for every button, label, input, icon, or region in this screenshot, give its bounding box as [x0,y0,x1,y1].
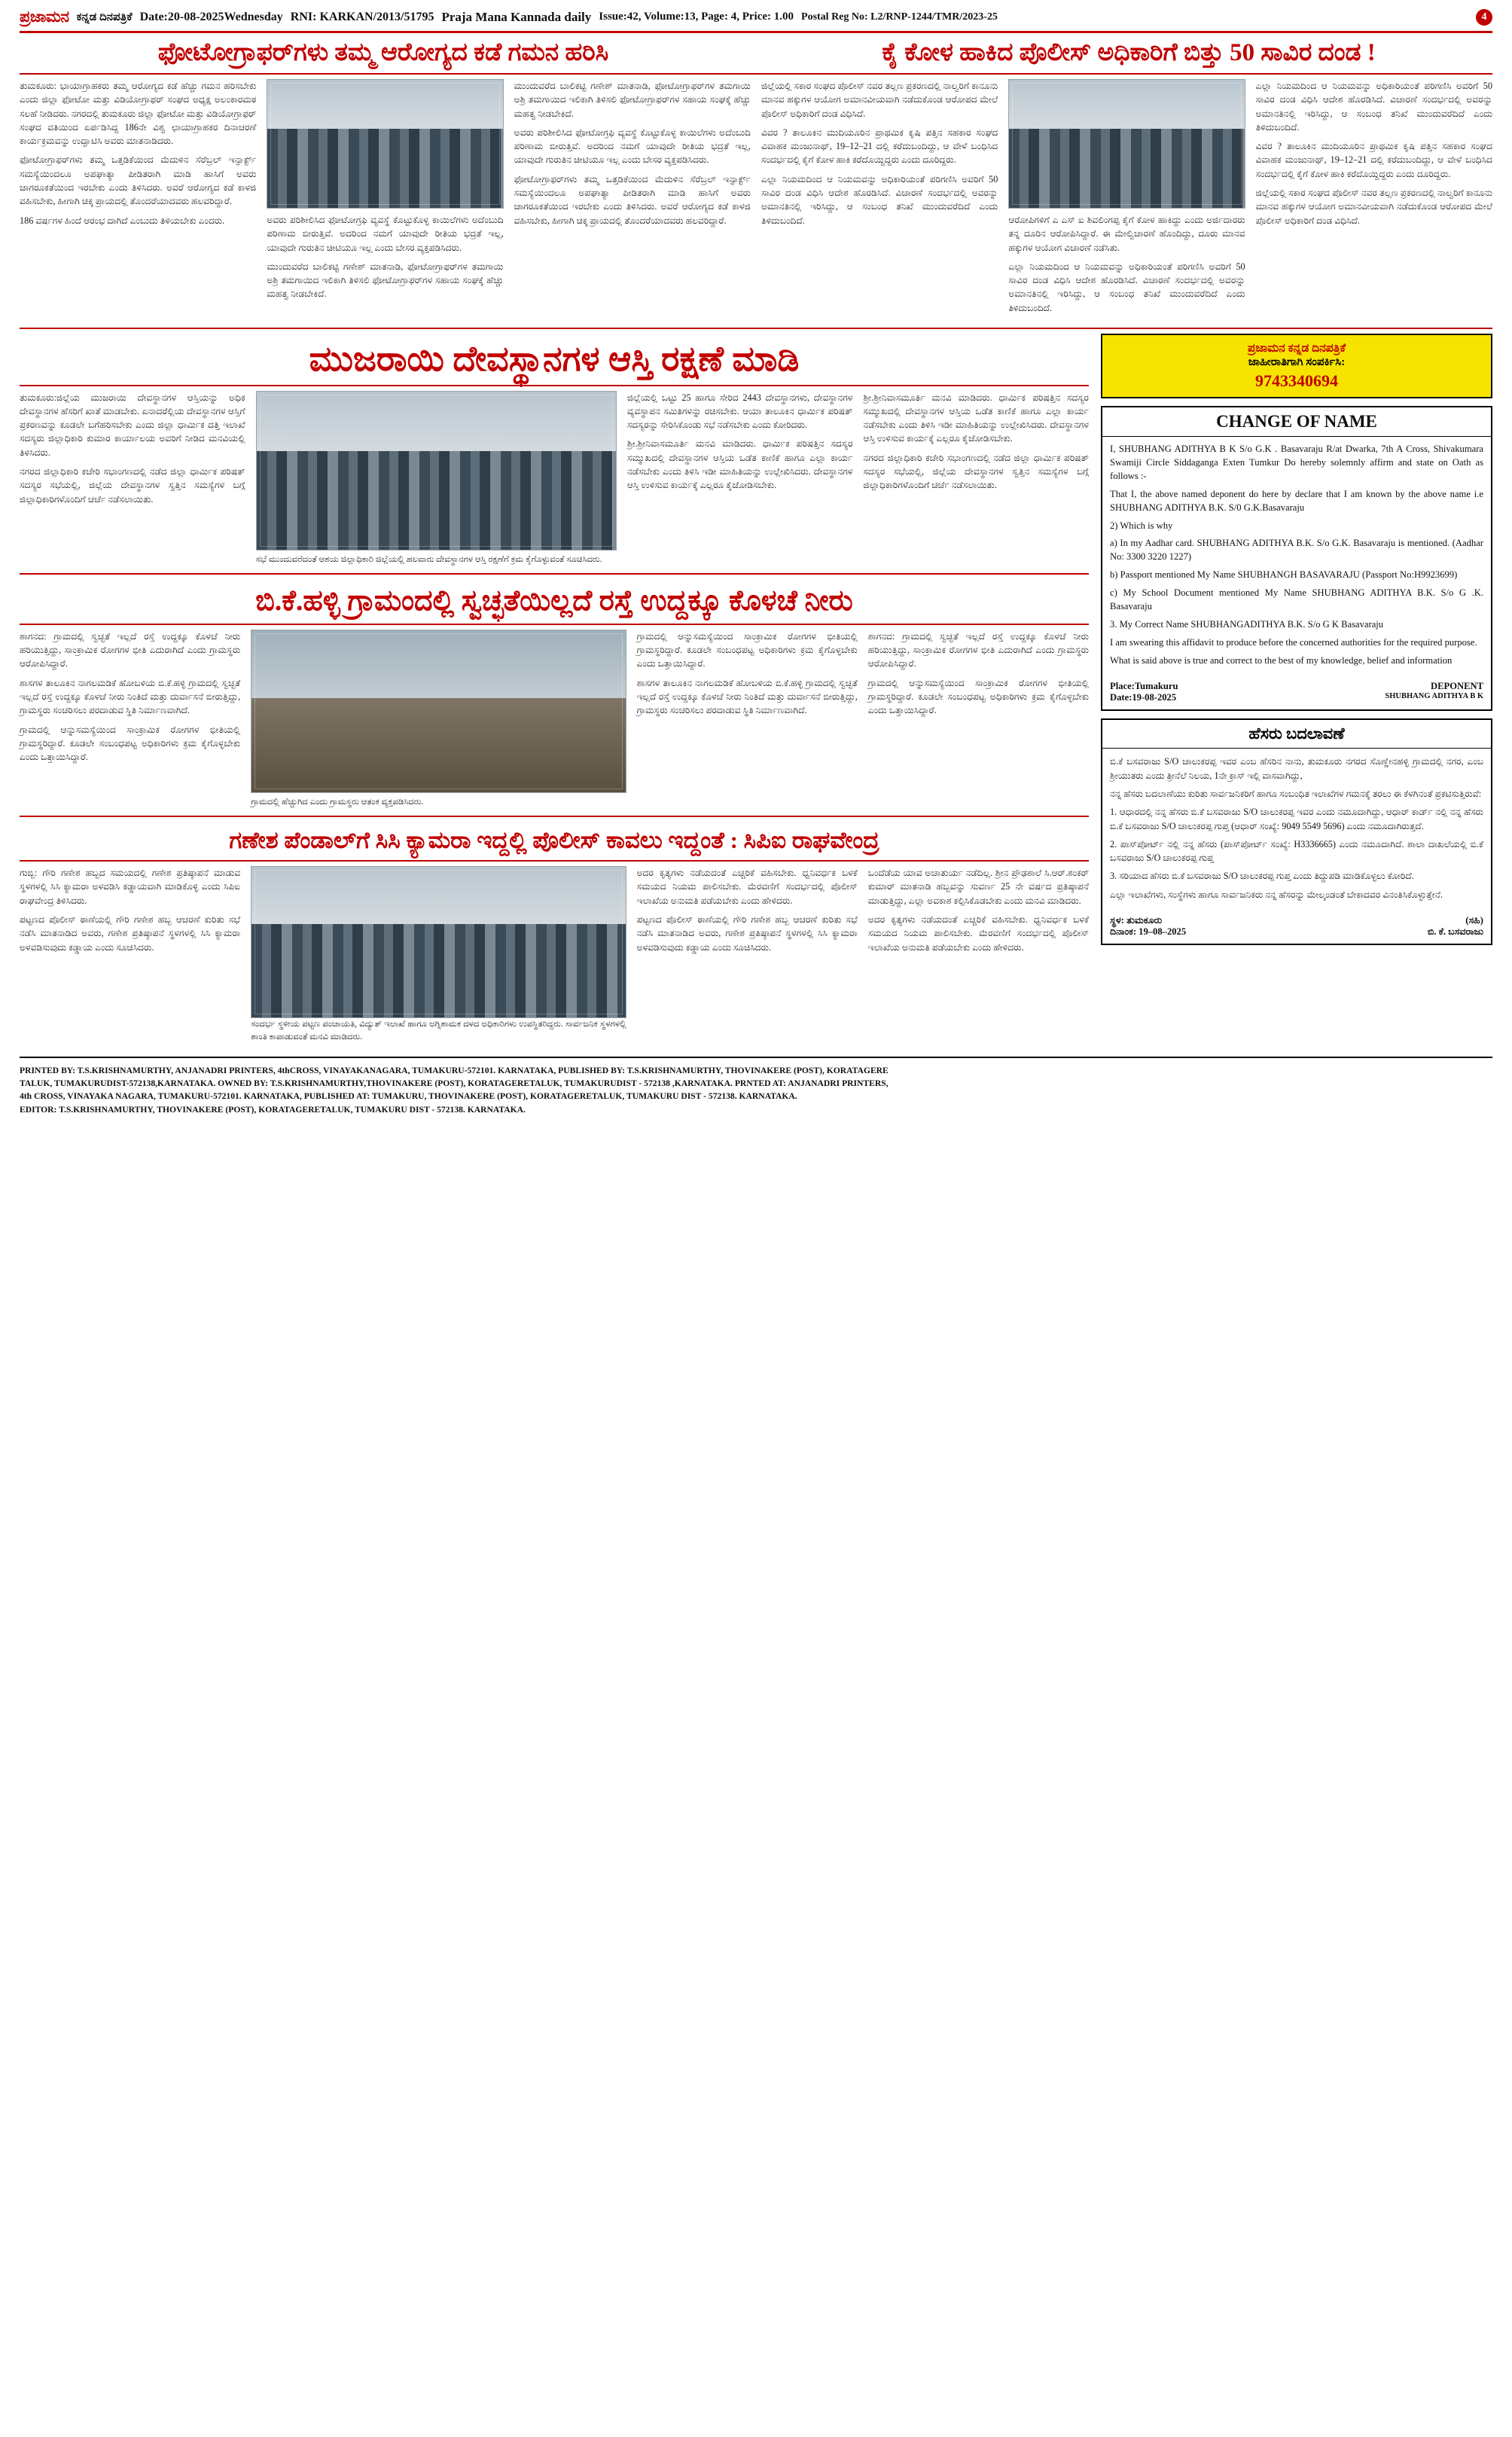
story4-para1: ಶಾಗನದ: ಗ್ರಾಮದಲ್ಲಿ ಸ್ವಚ್ಛತೆ ಇಲ್ಲದೆ ರಸ್ತೆ ಉದ್ದಕ್ಕೂ ಕೊಳಚೆ ನೀರು ಹರಿಯುತ್ತಿದ್ದು, ಸಾಂಕ್ರಾಮಿಕ ರೋಗಗಳ ಭೀತಿ ಎದುರಾಗಿದೆ ಎಂದು ಗ್ರಾಮಸ್ಥರು ಆರೋಪಿಸಿದ್ದಾರೆ. [20,630,241,669]
story4-para4: ಗ್ರಾಮದಲ್ಲಿ ಆನ್ನುಸಮಸ್ಯೆಯಿಂದ ಸಾಂಕ್ರಾಮಿಕ ರೋಗಗಳ ಭೀತಿಯಲ್ಲಿ ಗ್ರಾಮಸ್ಥರಿದ್ದಾರೆ. ಕೂಡಲೇ ಸಂಬಂಧಪಟ್ಟ ಅಧಿಕಾರಿಗಳು ಕ್ರಮ ಕೈಗೊಳ್ಳಬೇಕು ಎಂದು ಒತ್ತಾಯಿಸಿದ್ದಾರೆ. [636,630,858,669]
masthead-postal-reg: Postal Reg No: L2/RNP-1244/TMR/2023-25 [801,11,998,23]
story1-col2 [267,79,503,320]
change-of-name-body [1102,437,1491,678]
story3-para1: ತುಮಕೂರು:ಜಿಲ್ಲೆಯ ಮುಜರಾಯಿ ದೇವಸ್ಥಾನಗಳ ಆಸ್ತಿಯನ್ನು ಅಧಿಕ ದೇವಸ್ಥಾನಗಳ ಹೆಸರಿಗೆ ಖಾತೆ ಮಾಡಬೇಕು. ಏನಾದರೆಲ್ಲಿಯ ದೇವಸ್ಥಾನಗಳ ಆಸ್ತಿಗೆ ಪ್ರಕರಣವನ್ನು ಕೂಡಲೇ ಬಗೆಹರಿಸಬೇಕು ಎಂದು ಜಿಲ್ಲಾ ಧಾರ್ಮಿಕ ದತ್ತಿ ಇಲಾಖೆ ಸದಸ್ಯರು ಜಿಲ್ಲಾಧಿಕಾರಿ ಕುಮಾರ ಕಾರ್ಯಾಲಯ ಅವರಿಗೆ ನೀಡಿದ ಮನವಿಯಲ್ಲಿ ತಿಳಿಸಿದರು. [20,392,245,458]
change-of-name-title: CHANGE OF NAME [1102,407,1491,437]
name-change-kn-body [1102,749,1491,912]
story3-col1 [20,391,245,566]
name-change-kannada-notice [1101,718,1492,945]
page-footer [20,1057,1492,1127]
top-stories-columns [20,79,1492,320]
footer-line-2: TALUK, TUMAKURUDIST-572138,KARNATAKA. OWNED BY: T.S.KRISHNAMURTHY,THOVINAKERE (POST), KORATAGERETALUK, TUMAKURUDIST - 572138 ,KARNATAKA. PRNTED AT: ANJANADRI PRINTERS, [20,1078,889,1088]
nck-para-5: ಎಲ್ಲಾ ಇಲಾಖೆಗಳು, ಸಂಸ್ಥೆಗಳು ಹಾಗೂ ಸಾರ್ವಜನಿಕರು ನನ್ನ ಹೆಸರನ್ನು ಮೇಲ್ಕಂಡಂತೆ ಬೇಕಾದವರ ವಿನಂತಿಸಿಕೊಳ್ಳುತ್ತೇನೆ. [1110,889,1443,900]
story1-para8: ಫೋಟೋಗ್ರಾಫರ್‌ಗಳು ತಮ್ಮ ಒತ್ತಡಿಕೆಯಿಂದ ಮೆದುಳಿನ ಸೆರೆಬ್ರಲ್ ಇನ್ಫಾರ್ಕ್ಟ್ ಸಮಸ್ಯೆಯಿಂದಲೂ ಅಪಘಾತ್ಯಾ ಪೀಡಿತರಾಗಿ ಮಾಡಿ ಹಾಸಿಗೆ ಅವರು ಜಾಗರೂಕತೆಯಿಂದ ಇರಬೇಕು ಎಂದು ತಿಳಿಸಿದರು. ಅವರೆ ಆರೋಗ್ಯದ ಕಡೆ ಕಾಳಜಿ ವಹಿಸಬೇಕು, ಹೀಗಾಗಿ ಚಿಕ್ಕ ಪ್ರಾಯದಲ್ಲಿ ತೊಂದರೆಯಾದವರು ಹಲವರಿದ್ದಾರೆ. [514,173,751,226]
change-of-name-deponent-label: DEPONENT [1431,681,1483,692]
change-of-name-deponent-name: SHUBHANG ADITHYA B K [1385,692,1483,701]
nck-para-2: 1. ಆಧಾರದಲ್ಲಿ ನನ್ನ ಹೆಸರು ಬಿ.ಕೆ ಬಸವರಾಜು S/O ಚಾಲುಕರಪ್ಪ ಇವರ ಎಂದು ನಮೂದಾಗಿದ್ದು, ಆಧಾರ್ ಕಾರ್ಡ್ ನಲ್ಲಿ ನನ್ನ ಹೆಸರು ಬಿ.ಕೆ ಬಸವರಾಜು S/O ಚಾಲುಕರಪ್ಪ ಗುಪ್ತ (ಆಧಾರ್ ಸಂಖ್ಯೆ: 9049 5549 5696) ಎಂದು ನಮೂದಾಗಿರುತ್ತದೆ. [1110,807,1483,831]
masthead-logo: ಪ್ರಜಾಮನ [20,8,69,26]
story5-col3 [637,866,858,1048]
story4-col4 [868,630,1089,809]
story2-photo [1008,79,1245,209]
con-para-5: c) My School Document mentioned My Name SHUBHANG ADITHYA B.K. S/o G .K. Basavaraju [1110,587,1483,612]
story5-para5: ಒಂದೆಡೆಯ ಯಾವ ಅಚಾತುರ್ಯ ನಡೆದಿಲ್ಲ. ಶ್ರೀನ ಪ್ರೌಢಶಾಲೆ ಸಿ.ಆರ್.ಶಂಕರ್ ಕುಮಾರ್ ಮಾತನಾಡಿ ಹಬ್ಬವನ್ನು ಸುವರ್ಣ 25 ನೇ ವರ್ಷದ ಪ್ರತಿಷ್ಠಾಪನೆ ಮಾಡುತ್ತಿದ್ದು, ಎಲ್ಲಾ ಅವಕಾಶ ಕಲ್ಪಿಸಿಕೊಡಬೇಕು ಎಂದು ಮನವಿ ಮಾಡಿದರು. [867,868,1089,906]
story3-para2: ನಗರದ ಜಿಲ್ಲಾಧಿಕಾರಿ ಕಚೇರಿ ಸಭಾಂಗಣದಲ್ಲಿ ನಡೆದ ಜಿಲ್ಲಾ ಧಾರ್ಮಿಕ ಪರಿಷತ್ ಸದಸ್ಯರ ಸಭೆಯಲ್ಲಿ, ಜಿಲ್ಲೆಯ ದೇವಸ್ಥಾನಗಳ ಸ್ವತ್ತಿನ ಸಮಸ್ಯೆಗಳ ಬಗ್ಗೆ ಜಿಲ್ಲಾಧಿಕಾರಿಗಳೊಂದಿಗೆ ಚರ್ಚೆ ನಡೆಸಲಾಯಿತು. [20,466,245,505]
name-change-kn-date: ದಿನಾಂಕ: 19–08–2025 [1110,926,1187,938]
masthead [20,0,1492,33]
ad-line2: ಜಾಹೀರಾತಿಗಾಗಿ ಸಂಪರ್ಕಿಸಿ: [1248,356,1346,369]
story2-para2: ವಿವರ ? ತಾಲೂಕಿನ ಮುದಿಯೂರಿನ ಪ್ರಾಥಮಿಕ ಕೃಷಿ ಪತ್ತಿನ ಸಹಕಾರ ಸಂಘದ ವಿವಾಹಕ ಮಂಜುನಾಥ್, 19–12–21 ದಲ್ಲಿ ಕರೆದುಬಂದಿದ್ದು, ಆ ವೇಳೆ ಬಂಧಿಸಿದ ಸಂದರ್ಭದಲ್ಲಿ ಕೈಗೆ ಕೋಳ ಹಾಕಿ ಕರೆದೊಯ್ದಿದ್ದರು ಎಂದು ದೂರಿದ್ದರು. [761,127,998,166]
story1-col1 [20,79,256,320]
story1-para4: ಅವರು ಪರಿಶೀಲಿಸಿದ ಫೋಟೋಗ್ರಫಿ ವ್ಯವಸ್ಥೆ ಕೊಟ್ಟುಕೊಳ್ಳ ಕಾಯಿಲೆಗಳು ಅದೆಂಬುದಿ ಪರಿಣಾಮ ಬೀರುತ್ತಿವೆ. ಅದರಿಂದ ನಮಗೆ ಯಾವುದೇ ರೀತಿಯ ಭದ್ರತೆ ಇಲ್ಲ, ಯಾವುದೇ ಗುರುತಿನ ಚೀಟಿಯೂ ಇಲ್ಲ ಎಂದು ಬೇಸರ ವ್ಯಕ್ತಪಡಿಸಿದರು. [267,214,504,253]
story2-para5: ಎಲ್ಲಾ ನಿಯಮದಿಂದ ಆ ನಿಯಮವನ್ನು ಅಧಿಕಾರಿಯಂತೆ ಪರಿಗಣಿಸಿ ಅವರಿಗೆ 50 ಸಾವಿರ ದಂಡ ವಿಧಿಸಿ ಆದೇಶ ಹೊರಡಿಸಿದೆ. ವಿಚಾರಣೆ ಸಂದರ್ಭದಲ್ಲಿ ಅವರನ್ನು ಅಮಾನತಿನಲ್ಲಿ ಇರಿಸಿದ್ದು, ಆ ಸಂಬಂಧ ತನಿಖೆ ಮುಂದುವರೆದಿದೆ ಎಂದು ತಿಳಿದುಬಂದಿದೆ. [1008,261,1245,313]
story1-para1: ತುಮಕೂರು: ಭಾಯಾಗ್ರಾಹಕರು ತಮ್ಮ ಆರೋಗ್ಯದ ಕಡೆ ಹೆಚ್ಚು ಗಮನ ಹರಿಸಬೇಕು ಎಂದು ಜಿಲ್ಲಾ ಫೋಟೋ ಮತ್ತು ವಿಡಿಯೋಗ್ರಾಫರ್ ಸಂಘದ ಅಧ್ಯಕ್ಷ ಅಲಂಕಾರಮಠ ಸಲಹೆ ನೀಡಿದರು. ನಗರದಲ್ಲಿ ತುಮಕೂರು ಜಿಲ್ಲಾ ಫೋಟೋ ಮತ್ತು ವಿಡಿಯೋಗ್ರಾಫರ್ ಸಂಘದ ವತಿಯಿಂದ ಏರ್ಪಡಿಸಿದ್ದ 186ನೇ ವಿಶ್ವ ಛಾಯಾಗ್ರಾಹಕರ ದಿನಾಚರಣೆ ಕಾರ್ಯಕ್ರಮವನ್ನು ಉದ್ಘಾಟಿಸಿ ಅವರು ಮಾತನಾಡಿದರು. [20,80,257,147]
story5-col2 [251,866,626,1048]
story1-photo [267,79,503,209]
story4-para3: ಗ್ರಾಮದಲ್ಲಿ ಆನ್ನುಸಮಸ್ಯೆಯಿಂದ ಸಾಂಕ್ರಾಮಿಕ ರೋಗಗಳ ಭೀತಿಯಲ್ಲಿ ಗ್ರಾಮಸ್ಥರಿದ್ದಾರೆ. ಕೂಡಲೇ ಸಂಬಂಧಪಟ್ಟ ಅಧಿಕಾರಿಗಳು ಕ್ರಮ ಕೈಗೊಳ್ಳಬೇಕು ಎಂದು ಒತ್ತಾಯಿಸಿದ್ದಾರೆ. [20,724,241,763]
nck-para-0: ಬಿ.ಕೆ ಬಸವರಾಜು S/O ಚಾಲುಕರಪ್ಪ ಇವರ ಎಂಬ ಹೆಸರಿನ ನಾನು, ತುಮಕೂರು ನಗರದ ಸೊಣ್ಣೇನಹಳ್ಳಿ ಗ್ರಾಮದಲ್ಲಿ ನಗರ, ಎಂಬ ಶ್ರೀಯುತರು ಎಂದು ತ್ರೀನೆಲೆ ನಿಲಯ, 1ನೇ ಕ್ರಾಸ್ ಇಲ್ಲಿ ವಾಸವಾಗಿದ್ದು, [1110,756,1483,781]
footer-line-3: 4th CROSS, VINAYAKA NAGARA, TUMAKURU-572101. KARNATAKA, PUBLISHED AT: TUMAKURU, THOVINAKERE (POST), KORATAGERETALUK, TUMAKURU DIST - 572138. KARNATAKA. [20,1091,797,1102]
footer-line-1: PRINTED BY: T.S.KRISHNAMURTHY, ANJANADRI PRINTERS, 4thCROSS, VINAYAKANAGARA, TUMAKURU-572101. KARNATAKA, PUBLISHED BY: T.S.KRISHNAMURTHY, THOVINAKERE (POST), KORATAGERE [20,1065,889,1075]
story3-photo [256,391,617,551]
name-change-kn-signer-name: ಬಿ. ಕೆ. ಬಸವರಾಜು [1427,926,1483,938]
story5-para2: ಪಟ್ಟಣದ ಪೊಲೀಸ್ ಠಾಣೆಯಲ್ಲಿ ಗೌರಿ ಗಣೇಶ ಹಬ್ಬ ಆಚರಣೆ ಕುರಿತು ಸಭೆ ನಡೆಸಿ ಮಾತನಾಡಿದ ಅವರು, ಗಣೇಶ ಪ್ರತಿಷ್ಠಾಪನೆ ಸ್ಥಳಗಳಲ್ಲಿ ಸಿಸಿ ಕ್ಯಾಮರಾ ಅಳವಡಿಸುವುದು ಕಡ್ಡಾಯ ಎಂದು ಸೂಚಿಸಿದರು. [20,914,241,953]
story2-para3: ಎಲ್ಲಾ ನಿಯಮದಿಂದ ಆ ನಿಯಮವನ್ನು ಅಧಿಕಾರಿಯಂತೆ ಪರಿಗಣಿಸಿ ಅವರಿಗೆ 50 ಸಾವಿರ ದಂಡ ವಿಧಿಸಿ ಆದೇಶ ಹೊರಡಿಸಿದೆ. ವಿಚಾರಣೆ ಸಂದರ್ಭದಲ್ಲಿ ಅವರನ್ನು ಅಮಾನತಿನಲ್ಲಿ ಇರಿಸಿದ್ದು, ಆ ಸಂಬಂಧ ತನಿಖೆ ಮುಂದುವರೆದಿದೆ ಎಂದು ತಿಳಿದುಬಂದಿದೆ. [761,173,998,226]
story1-para6: ಮುಂದುವರೆದ ಬಾಲಿಕಟ್ಟಿ ಗಣೇಶ್ ಮಾತನಾಡಿ, ಫೋಟೋಗ್ರಾಫರ್‌ಗಳ ತಮಗಾಯಿ ಅಶ್ರಿ ತಮಗಾಯಿದ ಇಲಿಕಾಗಿ ತಿಳಿಸಲಿ ಫೋಟೋಗ್ರಾಫರ್‌ಗಳ ಸಹಾಯ ಸಂಘಕ್ಕೆ ಹೆಚ್ಚು ಮಹತ್ವ ನೀಡಬೇಕಿದೆ. [514,80,751,119]
con-para-7: I am swearing this affidavit to produce before the concerned authorities for the required purpose. [1110,636,1477,648]
story3-col3 [627,391,853,566]
story5-para3: ಅದರ ಕೃತ್ಯಗಳು ನಡೆಯದಂತೆ ಎಚ್ಚರಿಕೆ ವಹಿಸಬೇಕು. ಧ್ವನಿವರ್ಧಕ ಬಳಕೆ ಸಮಯದ ನಿಯಮ ಪಾಲಿಸಬೇಕು. ಮೆರವಣಿಗೆ ಸಂದರ್ಭದಲ್ಲಿ ಪೊಲೀಸ್ ಇಲಾಖೆಯ ಅನುಮತಿ ಪಡೆಯಬೇಕು ಎಂದು ಹೇಳಿದರು. [636,868,858,906]
story5-para1: ಗುಬ್ಬಿ: ಗೌರಿ ಗಣೇಶ ಹಬ್ಬದ ಸಮಯದಲ್ಲಿ ಗಣೇಶ ಪ್ರತಿಷ್ಠಾಪನೆ ಮಾಡುವ ಸ್ಥಳಗಳಲ್ಲಿ ಸಿಸಿ ಕ್ಯಾಮರಾ ಅಳವಡಿಸಿ ಕಡ್ಡಾಯವಾಗಿ ಮಾಡಿಕೊಳ್ಳಿ ಎಂದು ಸಿಪಿಐ ರಾಘವೇಂದ್ರ ತಿಳಿಸಿದರು. [20,868,241,906]
story4-para6: ಶಾಗನದ: ಗ್ರಾಮದಲ್ಲಿ ಸ್ವಚ್ಛತೆ ಇಲ್ಲದೆ ರಸ್ತೆ ಉದ್ದಕ್ಕೂ ಕೊಳಚೆ ನೀರು ಹರಿಯುತ್ತಿದ್ದು, ಸಾಂಕ್ರಾಮಿಕ ರೋಗಗಳ ಭೀತಿ ಎದುರಾಗಿದೆ ಎಂದು ಗ್ರಾಮಸ್ಥರು ಆರೋಪಿಸಿದ್ದಾರೆ. [867,630,1089,669]
ad-line1: ಪ್ರಜಾಮನ ಕನ್ನಡ ದಿನಪತ್ರಿಕೆ [1247,342,1346,355]
story5-para4: ಪಟ್ಟಣದ ಪೊಲೀಸ್ ಠಾಣೆಯಲ್ಲಿ ಗೌರಿ ಗಣೇಶ ಹಬ್ಬ ಆಚರಣೆ ಕುರಿತು ಸಭೆ ನಡೆಸಿ ಮಾತನಾಡಿದ ಅವರು, ಗಣೇಶ ಪ್ರತಿಷ್ಠಾಪನೆ ಸ್ಥಳಗಳಲ್ಲಿ ಸಿಸಿ ಕ್ಯಾಮರಾ ಅಳವಡಿಸುವುದು ಕಡ್ಡಾಯ ಎಂದು ಸೂಚಿಸಿದರು. [636,914,858,953]
story5-columns [20,866,1089,1048]
name-change-kn-place: ಸ್ಥಳ: ತುಮಕೂರು [1110,915,1163,926]
story5-col4 [868,866,1089,1048]
con-para-2: 2) Which is why [1110,520,1173,531]
story3-columns [20,391,1089,566]
story3-col4 [863,391,1089,566]
masthead-date: Date:20-08-2025Wednesday [139,10,283,23]
story2-col1 [761,79,998,320]
story1-col3 [514,79,751,320]
story2-para1: ಜಿಲ್ಲೆಯಲ್ಲಿ ಸಕಾರ ಸಂಘದ ಪೊಲೀಸ್ ನವರ ತಲ್ಲಣ ಪ್ರಕರಣದಲ್ಲಿ ನಾಲ್ವರಿಗೆ ಕಾನೂನು ಮಾನವ ಹಕ್ಕುಗಳ ಆಯೋಗ ಅಮಾನವೀಯವಾಗಿ ನಡೆದುಕೊಂಡ ಆರೋಪದ ಮೇಲೆ ಪೊಲೀಸ್ ಅಧಿಕಾರಿಗೆ ದಂಡ ವಿಧಿಸಿದೆ. [761,80,998,119]
masthead-rni: RNI: KARKAN/2013/51795 [290,10,434,23]
story1-para5: ಮುಂದುವರೆದ ಬಾಲಿಕಟ್ಟಿ ಗಣೇಶ್ ಮಾತನಾಡಿ, ಫೋಟೋಗ್ರಾಫರ್‌ಗಳ ತಮಗಾಯಿ ಅಶ್ರಿ ತಮಗಾಯಿದ ಇಲಿಕಾಗಿ ತಿಳಿಸಲಿ ಫೋಟೋಗ್ರಾಫರ್‌ಗಳ ಸಹಾಯ ಸಂಘಕ್ಕೆ ಹೆಚ್ಚು ಮಹತ್ವ ನೀಡಬೇಕಿದೆ. [267,261,504,300]
story3-para5: ಶ್ರೀ.ಶ್ರೀನಿವಾಸಮೂರ್ತಿ ಮನವಿ ಮಾಡಿದರು. ಧಾರ್ಮಿಕ ಪರಿಷತ್ತಿನ ಸದಸ್ಯರ ಸಮ್ಮುಖದಲ್ಲಿ ದೇವಸ್ಥಾನಗಳ ಆಸ್ತಿಯ ಒಡೆತ ಕಾಣಿಕೆ ಹಾಗೂ ಎಲ್ಲಾ ಕಾರ್ಯ ನಡೆಸಬೇಕು ಎಂದು ತಿಳಿಸಿ ಇಡೀ ಮಾಹಿತಿಯನ್ನು ಉಲ್ಲೇಖಿಸಿದರು. ದೇವಸ್ಥಾನಗಳ ಆಸ್ತಿ ಉಳಿಸುವ ಕಾರ್ಯಕ್ಕೆ ಎಲ್ಲರೂ ಕೈಜೋಡಿಸಬೇಕು. [863,392,1089,444]
change-of-name-place: Place:Tumakuru [1110,681,1178,692]
ad-phone-number[interactable]: 9743340694 [1255,371,1338,391]
story4-col2 [251,630,626,809]
story4-photo-caption: ಗ್ರಾಮದಲ್ಲಿ ಹೆಚ್ಚುಗಿದ ಎಂದು ಗ್ರಾಮಸ್ಥರು ಆತಂಕ ವ್ಯಕ್ತಪಡಿಸಿದರು. [251,797,424,807]
story4-col3 [637,630,858,809]
story2-para8: ಜಿಲ್ಲೆಯಲ್ಲಿ ಸಕಾರ ಸಂಘದ ಪೊಲೀಸ್ ನವರ ತಲ್ಲಣ ಪ್ರಕರಣದಲ್ಲಿ ನಾಲ್ವರಿಗೆ ಕಾನೂನು ಮಾನವ ಹಕ್ಕುಗಳ ಆಯೋಗ ಅಮಾನವೀಯವಾಗಿ ನಡೆದುಕೊಂಡ ಆರೋಪದ ಮೇಲೆ ಪೊಲೀಸ್ ಅಧಿಕಾರಿಗೆ ದಂಡ ವಿಧಿಸಿದೆ. [1255,188,1492,226]
page-number-badge: 4 [1476,9,1492,26]
story5-para6: ಅದರ ಕೃತ್ಯಗಳು ನಡೆಯದಂತೆ ಎಚ್ಚರಿಕೆ ವಹಿಸಬೇಕು. ಧ್ವನಿವರ್ಧಕ ಬಳಕೆ ಸಮಯದ ನಿಯಮ ಪಾಲಿಸಬೇಕು. ಮೆರವಣಿಗೆ ಸಂದರ್ಭದಲ್ಲಿ ಪೊಲೀಸ್ ಇಲಾಖೆಯ ಅನುಮತಿ ಪಡೆಯಬೇಕು ಎಂದು ಹೇಳಿದರು. [867,914,1089,953]
change-of-name-notice [1101,406,1492,711]
story1-para3: 186 ವರ್ಷಗಳ ಹಿಂದೆ ಆರಂಭ ದಾಗಿದೆ ಎಂಬುದು ತಿಳಿಯಬೇಕು ಎಂದರು. [20,215,225,226]
footer-line-4: EDITOR: T.S.KRISHNAMURTHY, THOVINAKERE (POST), KORATAGERETALUK, TUMAKURU DIST - 572138. KARNATAKA. [20,1104,526,1115]
masthead-title: Praja Mana Kannada daily [441,9,592,24]
story3-para4: ಶ್ರೀ.ಶ್ರೀನಿವಾಸಮೂರ್ತಿ ಮನವಿ ಮಾಡಿದರು. ಧಾರ್ಮಿಕ ಪರಿಷತ್ತಿನ ಸದಸ್ಯರ ಸಮ್ಮುಖದಲ್ಲಿ ದೇವಸ್ಥಾನಗಳ ಆಸ್ತಿಯ ಒಡೆತ ಕಾಣಿಕೆ ಹಾಗೂ ಎಲ್ಲಾ ಕಾರ್ಯ ನಡೆಸಬೇಕು ಎಂದು ತಿಳಿಸಿ ಇಡೀ ಮಾಹಿತಿಯನ್ನು ಉಲ್ಲೇಖಿಸಿದರು. ದೇವಸ್ಥಾನಗಳ ಆಸ್ತಿ ಉಳಿಸುವ ಕಾರ್ಯಕ್ಕೆ ಎಲ್ಲರೂ ಕೈಜೋಡಿಸಬೇಕು. [626,438,853,491]
story1-para2: ಫೋಟೋಗ್ರಾಫರ್‌ಗಳು ತಮ್ಮ ಒತ್ತಡಿಕೆಯಿಂದ ಮೆದುಳಿನ ಸೆರೆಬ್ರಲ್ ಇನ್ಫಾರ್ಕ್ಟ್ ಸಮಸ್ಯೆಯಿಂದಲೂ ಅಪಘಾತ್ಯಾ ಪೀಡಿತರಾಗಿ ಮಾಡಿ ಹಾಸಿಗೆ ಅವರು ಜಾಗರೂಕತೆಯಿಂದ ಇರಬೇಕು ಎಂದು ತಿಳಿಸಿದರು. ಅವರೆ ಆರೋಗ್ಯದ ಕಡೆ ಕಾಳಜಿ ವಹಿಸಬೇಕು, ಹೀಗಾಗಿ ಚಿಕ್ಕ ಪ್ರಾಯದಲ್ಲಿ ತೊಂದರೆಯಾದವರು ಹಲವರಿದ್ದಾರೆ. [20,154,257,207]
advertise-with-us-box[interactable] [1101,334,1492,398]
nck-para-1: ನನ್ನ ಹೆಸರು ಬದಲಾಣೆಯು ಕುರಿತು ಸಾರ್ವಜನಿಕರಿಗೆ ಹಾಗೂ ಸಂಬಂಧಿತ ಇಲಾಖೆಗಳ ಗಮನಕ್ಕೆ ತರಲು ಈ ಕೆಳಗಿನಂತೆ ಪ್ರಕಟಿಸುತ್ತಿರುವೆ: [1110,788,1482,799]
story5-col1 [20,866,240,1048]
story4-para7: ಗ್ರಾಮದಲ್ಲಿ ಆನ್ನುಸಮಸ್ಯೆಯಿಂದ ಸಾಂಕ್ರಾಮಿಕ ರೋಗಗಳ ಭೀತಿಯಲ್ಲಿ ಗ್ರಾಮಸ್ಥರಿದ್ದಾರೆ. ಕೂಡಲೇ ಸಂಬಂಧಪಟ್ಟ ಅಧಿಕಾರಿಗಳು ಕ್ರಮ ಕೈಗೊಳ್ಳಬೇಕು ಎಂದು ಒತ್ತಾಯಿಸಿದ್ದಾರೆ. [867,677,1089,716]
story1-headline: ಫೋಟೋಗ್ರಾಫರ್‌ಗಳು ತಮ್ಮ ಆರೋಗ್ಯದ ಕಡೆ ಗಮನ ಹರಿಸಿ [157,39,609,66]
right-rail [1101,334,1492,1048]
story2-col3 [1256,79,1492,320]
con-para-0: I, SHUBHANG ADITHYA B K S/o G.K . Basavaraju R/at Dwarka, 7th A Cross, Shivakumara Swamiji Circle Siddaganga Exten Tumkur Do hereby solemnly affirm and state on Oath as follows :- [1110,444,1483,481]
story3-headline: ಮುಜರಾಯಿ ದೇವಸ್ಥಾನಗಳ ಆಸ್ತಿ ರಕ್ಷಣೆ ಮಾಡಿ [309,340,800,379]
story3-para6: ನಗರದ ಜಿಲ್ಲಾಧಿಕಾರಿ ಕಚೇರಿ ಸಭಾಂಗಣದಲ್ಲಿ ನಡೆದ ಜಿಲ್ಲಾ ಧಾರ್ಮಿಕ ಪರಿಷತ್ ಸದಸ್ಯರ ಸಭೆಯಲ್ಲಿ, ಜಿಲ್ಲೆಯ ದೇವಸ್ಥಾನಗಳ ಸ್ವತ್ತಿನ ಸಮಸ್ಯೆಗಳ ಬಗ್ಗೆ ಜಿಲ್ಲಾಧಿಕಾರಿಗಳೊಂದಿಗೆ ಚರ್ಚೆ ನಡೆಸಲಾಯಿತು. [863,452,1089,491]
name-change-kn-signature: (ಸಹಿ) [1465,915,1483,926]
change-of-name-date: Date:19-08-2025 [1110,692,1177,703]
story3-photo-caption: ಸಭೆ ಮುಂದುವರೆದಂತೆ ಆಶಯ ಜಿಲ್ಲಾಧಿಕಾರಿ ಜಿಲ್ಲೆಯಲ್ಲಿ ಹಲವಾರು ದೇವಸ್ಥಾನಗಳ ಆಸ್ತಿ ರಕ್ಷಣೆಗೆ ಕ್ರಮ ಕೈಗೊಳ್ಳುವಂತೆ ಸೂಚಿಸಿದರು. [255,554,602,564]
name-change-kn-title: ಹೆಸರು ಬದಲಾವಣೆ [1102,720,1491,749]
story2-para7: ವಿವರ ? ತಾಲೂಕಿನ ಮುದಿಯೂರಿನ ಪ್ರಾಥಮಿಕ ಕೃಷಿ ಪತ್ತಿನ ಸಹಕಾರ ಸಂಘದ ವಿವಾಹಕ ಮಂಜುನಾಥ್, 19–12–21 ದಲ್ಲಿ ಕರೆದುಬಂದಿದ್ದು, ಆ ವೇಳೆ ಬಂಧಿಸಿದ ಸಂದರ್ಭದಲ್ಲಿ ಕೈಗೆ ಕೋಳ ಹಾಕಿ ಕರೆದೊಯ್ದಿದ್ದರು ಎಂದು ದೂರಿದ್ದರು. [1255,141,1492,179]
story4-col1 [20,630,240,809]
con-para-8: What is said above is true and correct to the best of my knowledge, belief and information [1110,654,1453,666]
con-para-4: b) Passport mentioned My Name SHUBHANGH BASAVARAJU (Passport No:H9923699) [1110,569,1458,581]
con-para-3: a) In my Aadhar card. SHUBHANG ADITHYA B.K. S/o G.K. Basavaraju is mentioned. (Aadhar No: 3300 3220 1227) [1110,538,1483,563]
story3-col2 [256,391,617,566]
story2-col2 [1008,79,1245,320]
story5-headline: ಗಣೇಶ ಪೆಂಡಾಲ್‌ಗೆ ಸಿಸಿ ಕ್ಯಾಮರಾ ಇದ್ದಲ್ಲಿ ಪೊಲೀಸ್ ಕಾವಲು ಇದ್ದಂತೆ : ಸಿಪಿಐ ರಾಘವೇಂದ್ರ [229,827,879,854]
story2-headline: ಕೈ ಕೋಳ ಹಾಕಿದ ಪೊಲೀಸ್ ಅಧಿಕಾರಿಗೆ ಬಿತ್ತು 50 ಸಾವಿರ ದಂಡ ! [882,39,1376,66]
story4-columns [20,630,1089,809]
masthead-issue: Issue:42, Volume:13, Page: 4, Price: 1.00 [599,11,794,23]
story2-para6: ಎಲ್ಲಾ ನಿಯಮದಿಂದ ಆ ನಿಯಮವನ್ನು ಅಧಿಕಾರಿಯಂತೆ ಪರಿಗಣಿಸಿ ಅವರಿಗೆ 50 ಸಾವಿರ ದಂಡ ವಿಧಿಸಿ ಆದೇಶ ಹೊರಡಿಸಿದೆ. ವಿಚಾರಣೆ ಸಂದರ್ಭದಲ್ಲಿ ಅವರನ್ನು ಅಮಾನತಿನಲ್ಲಿ ಇರಿಸಿದ್ದು, ಆ ಸಂಬಂಧ ತನಿಖೆ ಮುಂದುವರೆದಿದೆ ಎಂದು ತಿಳಿದುಬಂದಿದೆ. [1255,80,1492,133]
story3-para3: ಜಿಲ್ಲೆಯಲ್ಲಿ ಒಟ್ಟು 25 ಹಾಗೂ ಸೇರಿದ 2443 ದೇವಸ್ಥಾನಗಳು, ದೇವಸ್ಥಾನಗಳ ವ್ಯವಸ್ಥಾಪನ ಸಮಿತಿಗಳನ್ನು ರಚಿಸಬೇಕು. ಆಯಾ ತಾಲೂಕಿನ ಧಾರ್ಮಿಕ ಪರಿಷತ್ ಸದಸ್ಯರನ್ನು ಸೇರಿಸಿಕೊಂಡು ಸಭೆ ನಡೆಸಬೇಕು ಎಂದು ಕೋರಿದರು. [626,392,853,431]
nck-para-4: 3. ಸರಿಯಾದ ಹೆಸರು ಬಿ.ಕೆ ಬಸವರಾಜು S/O ಚಾಲುಕರಪ್ಪ ಗುಪ್ತ ಎಂದು ತಿದ್ದುಪಡಿ ಮಾಡಿಕೊಳ್ಳಲು ಕೋರಿದೆ. [1110,871,1414,882]
story4-headline: ಬಿ.ಕೆ.ಹಳ್ಳಿ ಗ್ರಾಮಂದಲ್ಲಿ ಸ್ವಚ್ಛತೆಯಿಲ್ಲದೆ ರಸ್ತೆ ಉದ್ದಕ್ಕೂ ಕೊಳಚೆ ನೀರು [255,585,853,618]
con-para-6: 3. My Correct Name SHUBHANGADITHYA B.K. S/o G K Basavaraju [1110,618,1384,630]
nck-para-3: 2. ಪಾಸ್‌ಪೋರ್ಟ್ ನಲ್ಲಿ ನನ್ನ ಹೆಸರು (ಪಾಸ್‌ಪೋರ್ಟ್ ಸಂಖ್ಯೆ: H3336665) ಎಂದು ನಮೂದಾಗಿದೆ. ಶಾಲಾ ದಾಖಲೆಯಲ್ಲಿ ಬಿ.ಕೆ ಬಸವರಾಜು S/O ಚಾಲುಕರಪ್ಪ ಗುಪ್ತ [1110,838,1483,864]
con-para-1: That I, the above named deponent do here by declare that I am known by the above name i.e SHUBHANG ADITHYA B.K. S/0 G.K.Basavaraju [1110,488,1483,513]
story2-para4: ಆರೋಪಿಗಳಿಗೆ ಎ ಎಸ್ ಐ ಶಿವಲಿಂಗಪ್ಪ ಕೈಗೆ ಕೋಳ ಹಾಕಿದ್ದು ಎಂದು ಅರ್ಜಿದಾರರು ತನ್ನ ದೂರಿನ ಆರೋಪಿಸಿದ್ದಾರೆ. ಈ ಮೇಲ್ವಿಚಾರಣೆ ಹೊಂದಿದ್ದು, ದೂರು ಮಾನವ ಹಕ್ಕುಗಳ ಆಯೋಗ ವಿಚಾರಣೆ ನಡೆಸಿತು. [1008,214,1245,253]
masthead-logo-subtitle: ಕನ್ನಡ ದಿನಪತ್ರಿಕೆ [76,11,133,23]
story5-photo [251,866,626,1018]
story4-para2: ಶಾಸಗಳ ತಾಲೂಕಿನ ನಾಗಲಮಡಿಕೆ ಹೋಬಳಿಯ ಬಿ.ಕೆ.ಹಳ್ಳಿ ಗ್ರಾಮದಲ್ಲಿ ಸ್ವಚ್ಛತೆ ಇಲ್ಲದೆ ರಸ್ತೆ ಉದ್ದಕ್ಕೂ ಕೊಳಚೆ ನೀರು ನಿಂತಿದೆ ಮತ್ತು ದುರ್ವಾಸನೆ ಬೀರುತ್ತಿದ್ದು, ಗ್ರಾಮಸ್ಥರು ಸಂಚರಿಸಲು ಪರದಾಡುವ ಸ್ಥಿತಿ ನಿರ್ಮಾಣವಾಗಿದೆ. [20,677,241,716]
story4-photo [251,630,626,793]
story4-para5: ಶಾಸಗಳ ತಾಲೂಕಿನ ನಾಗಲಮಡಿಕೆ ಹೋಬಳಿಯ ಬಿ.ಕೆ.ಹಳ್ಳಿ ಗ್ರಾಮದಲ್ಲಿ ಸ್ವಚ್ಛತೆ ಇಲ್ಲದೆ ರಸ್ತೆ ಉದ್ದಕ್ಕೂ ಕೊಳಚೆ ನೀರು ನಿಂತಿದೆ ಮತ್ತು ದುರ್ವಾಸನೆ ಬೀರುತ್ತಿದ್ದು, ಗ್ರಾಮಸ್ಥರು ಸಂಚರಿಸಲು ಪರದಾಡುವ ಸ್ಥಿತಿ ನಿರ್ಮಾಣವಾಗಿದೆ. [636,677,858,716]
story1-para7: ಅವರು ಪರಿಶೀಲಿಸಿದ ಫೋಟೋಗ್ರಫಿ ವ್ಯವಸ್ಥೆ ಕೊಟ್ಟುಕೊಳ್ಳ ಕಾಯಿಲೆಗಳು ಅದೆಂಬುದಿ ಪರಿಣಾಮ ಬೀರುತ್ತಿವೆ. ಅದರಿಂದ ನಮಗೆ ಯಾವುದೇ ರೀತಿಯ ಭದ್ರತೆ ಇಲ್ಲ, ಯಾವುದೇ ಗುರುತಿನ ಚೀಟಿಯೂ ಇಲ್ಲ ಎಂದು ಬೇಸರ ವ್ಯಕ್ತಪಡಿಸಿದರು. [514,127,751,166]
story5-photo-caption: ಸಂದರ್ಭ ಸ್ಥಳೀಯ ಪಟ್ಟಣ ಪಂಚಾಯತಿ, ವಿದ್ಯುತ್ ಇಲಾಖೆ ಹಾಗೂ ಅಗ್ನಿಶಾಮಕ ದಳದ ಅಧಿಕಾರಿಗಳು ಉಪಸ್ಥಿತರಿದ್ದರು. ಸಾರ್ವಜನಿಕ ಸ್ಥಳಗಳಲ್ಲಿ ಶಾಂತಿ ಕಾಪಾಡುವಂತೆ ಮನವಿ ಮಾಡಿದರು. [251,1020,626,1042]
